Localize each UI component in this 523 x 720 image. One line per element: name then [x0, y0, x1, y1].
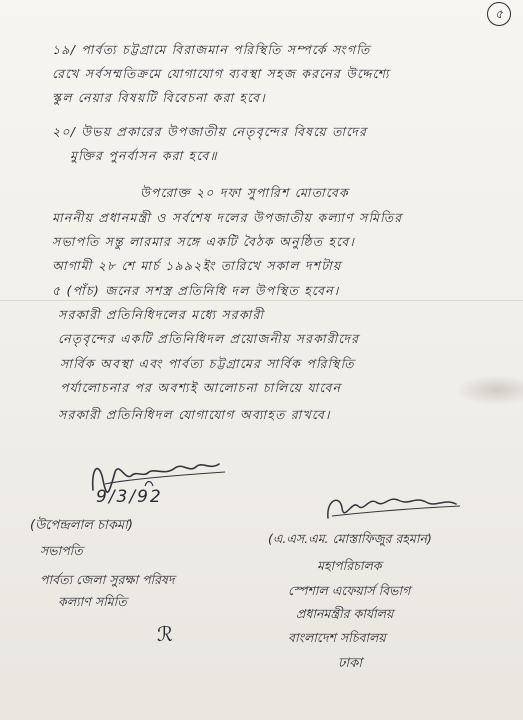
right-office-line-1: স্পেশাল এফেয়ার্স বিভাগ — [288, 583, 411, 598]
right-office-city: ঢাকা — [338, 656, 362, 671]
body-line: ২০/ উভয় প্রকারের উপজাতীয় নেতৃবৃন্দের বিষয়ে তাদের — [52, 124, 368, 139]
body-line: স্কুল নেয়ার বিষয়টি বিবেচনা করা হবে। — [52, 90, 266, 105]
body-line: ১৯/ পার্বত্য চট্টগ্রামে বিরাজমান পরিস্থিতি সম্পর্কে সংগতি — [52, 42, 371, 57]
page-number: ৫ — [487, 2, 511, 26]
left-signatory-name: (উপেন্দ্রলাল চাকমা) — [30, 518, 133, 533]
body-line: রেখে সর্বসম্মতিক্রমে যোগাযোগ ব্যবস্থা সহজ করনের উদ্দেশ্যে — [52, 66, 390, 81]
body-line: আগামী ২৮ শে মার্চ ১৯৯২ইং তারিখে সকাল দশটায় — [52, 258, 342, 273]
left-signature-date: 9/3/92 — [96, 487, 163, 507]
body-line: মাননীয় প্রধানমন্ত্রী ও সর্বশেষ দলের উপজাতীয় কল্যাণ সমিতির — [52, 210, 403, 225]
body-line: সরকারী প্রতিনিধিদল যোগাযোগ অব্যাহত রাখবে। — [58, 407, 331, 422]
body-line: নেতৃবৃন্দের একটি প্রতিনিধিদল প্রয়োজনীয় সরকারীদের — [58, 331, 360, 346]
body-line: সভাপতি সন্তু লারমার সঙ্গে একটি বৈঠক অনুষ্ঠিত হবে। — [52, 234, 356, 249]
right-office-line-2: প্রধানমন্ত্রীর কার্যালয় — [296, 606, 394, 621]
right-signatory-name: (এ.এস.এম. মোস্তাফিজুর রহমান) — [268, 531, 432, 546]
left-org-line-2: কল্যাণ সমিতি — [58, 594, 127, 609]
body-line: মুক্তির পুনর্বাসন করা হবে॥ — [70, 148, 218, 163]
body-line: পর্যালোচনার পর অবশ্যই আলোচনা চালিয়ে যাবেন — [60, 380, 342, 395]
left-org-line-1: পার্বত্য জেলা সুরক্ষা পরিষদ — [40, 572, 175, 587]
body-line: সার্বিক অবস্থা এবং পার্বত্য চট্টগ্রামের সার্বিক পরিস্থিতি — [60, 356, 355, 371]
body-line: উপরোক্ত ২০ দফা সুপারিশ মোতাবেক — [140, 185, 349, 200]
left-initial-mark: ℛ — [157, 622, 173, 646]
body-line: ৫ (পাঁচ) জনের সশস্ত্র প্রতিনিধি দল উপস্থিত হবেন। — [52, 283, 340, 298]
body-line: সরকারী প্রতিনিধিদলের মধ্যে সরকারী — [58, 307, 265, 322]
right-signatory-title: মহাপরিচালক — [317, 558, 382, 573]
left-signatory-title: সভাপতি — [40, 543, 83, 558]
right-office-line-3: বাংলাদেশ সচিবালয় — [288, 630, 386, 645]
